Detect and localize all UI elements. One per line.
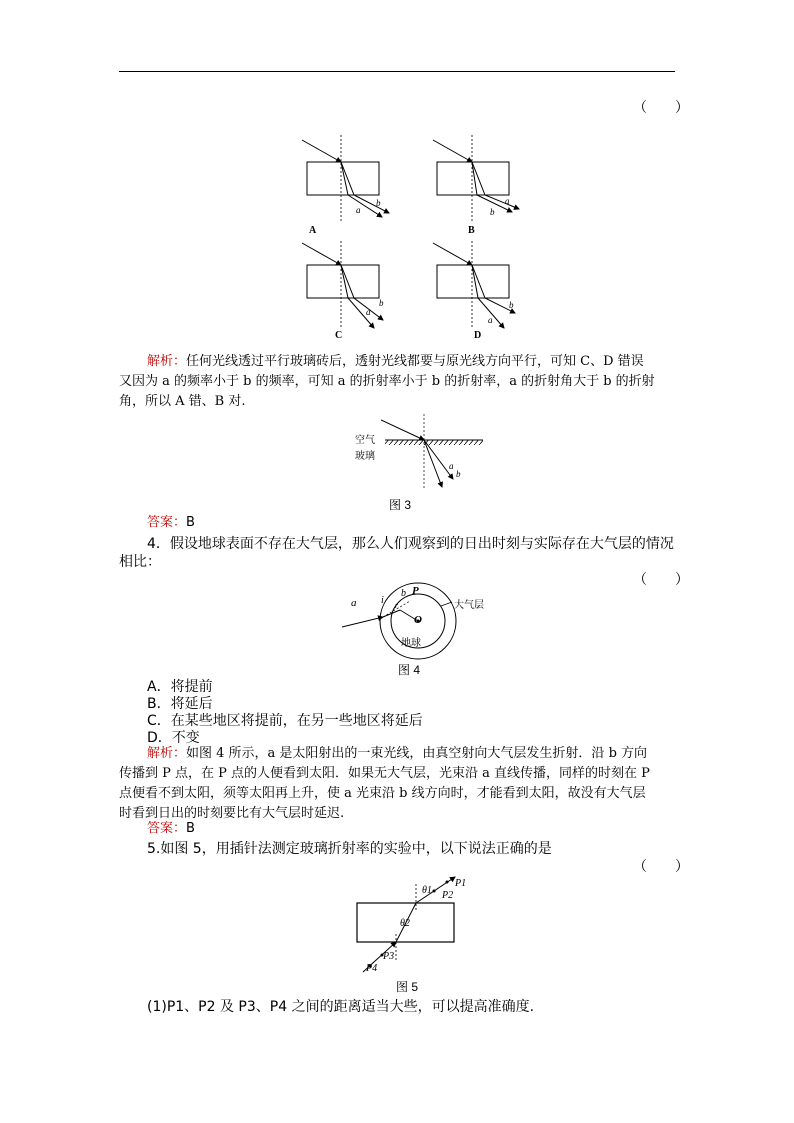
q3-analysis-line-3: 角，所以 A 错、B 对. xyxy=(119,394,246,409)
q4-analysis-line-3: 点便看不到太阳，须等太阳再上升，使 a 光束沿 b 线方向时，才能看到太阳，故没有大气层 xyxy=(119,786,646,801)
q3-analysis xyxy=(147,352,675,372)
fig4-b-label: b xyxy=(401,588,406,599)
fig3-air-label: 空气 xyxy=(355,435,375,446)
fig4-caption: 图 4 xyxy=(398,663,421,677)
q5-answer-bracket: （ ） xyxy=(633,859,689,875)
q4-analysis-line-1 xyxy=(147,744,647,764)
fig3-glass-label: 玻璃 xyxy=(355,451,375,462)
fig5-theta2-label: θ2 xyxy=(400,918,410,929)
q3-answer-label: 答案： xyxy=(147,515,187,530)
svg-text:b: b xyxy=(376,198,381,208)
fig5-p1-label: P1 xyxy=(455,878,467,889)
q3-analysis-line-2: 又因为 a 的频率小于 b 的频率，可知 a 的折射率小于 b 的折射率，a 的折射角大于 b 的折射 xyxy=(119,374,655,389)
q4-stem-line-2: 相比： xyxy=(119,554,161,570)
fig3-caption: 图 3 xyxy=(389,498,412,512)
svg-text:b: b xyxy=(456,469,461,479)
q3-analysis-label: 解析： xyxy=(147,354,187,369)
q4-answer-label: 答案： xyxy=(147,821,187,836)
svg-text:a: a xyxy=(356,205,361,215)
q5-stem: 5.如图 5，用插针法测定玻璃折射率的实验中，以下说法正确的是 xyxy=(147,841,552,857)
q4-option-d: D．不变 xyxy=(147,730,200,746)
q3-analysis-line-1: 任何光线透过平行玻璃砖后，透射光线都要与原光线方向平行，可知 C、D 错误 xyxy=(186,354,644,369)
figure-c xyxy=(302,241,384,328)
q4-option-b: B．将延后 xyxy=(147,696,213,712)
svg-text:b: b xyxy=(509,300,514,310)
fig4-atmosphere-label: 大气层 xyxy=(454,600,484,611)
answer-bracket: （ ） xyxy=(633,100,689,116)
svg-text:b: b xyxy=(379,298,384,308)
fig5-p3-label: P3 xyxy=(383,951,395,962)
figure-options-abcd xyxy=(290,130,530,340)
q4-answer-value: B xyxy=(186,821,195,836)
svg-text:a: a xyxy=(505,196,510,206)
fig4-i-label: i xyxy=(381,595,384,606)
fig5-p4-label: P4 xyxy=(366,963,378,974)
svg-text:a: a xyxy=(488,315,493,325)
svg-text:a: a xyxy=(449,461,454,471)
q4-answer xyxy=(147,820,195,838)
q4-option-a: A．将提前 xyxy=(147,679,213,695)
fig4-r-label: r xyxy=(395,601,399,610)
q4-stem-line-1: 4．假设地球表面不存在大气层，那么人们观察到的日出时刻与实际存在大气层的情况 xyxy=(147,536,674,552)
q3-answer xyxy=(147,514,195,532)
q4-analysis-line-2: 传播到 P 点，在 P 点的人便看到太阳．如果无大气层，光束沿 a 直线传播，同样的时刻在 P xyxy=(119,766,650,781)
figure-b xyxy=(433,135,519,222)
figure-d xyxy=(433,241,515,328)
svg-text:a: a xyxy=(366,307,371,317)
figure-a xyxy=(302,135,389,222)
q4-analysis-label: 解析： xyxy=(147,746,187,761)
figure-b-label: B xyxy=(468,225,475,236)
q4-option-c: C．在某些地区将提前，在另一些地区将延后 xyxy=(147,713,423,729)
q3-answer-value: B xyxy=(186,515,195,530)
fig5-p2-label: P2 xyxy=(442,890,454,901)
svg-text:b: b xyxy=(490,207,495,217)
q4-analysis-text-1: 如图 4 所示，a 是太阳射出的一束光线，由真空射向大气层发生折射．沿 b 方向 xyxy=(186,746,648,761)
fig4-earth-label: 地球 xyxy=(401,638,421,649)
fig4-o-label: O xyxy=(414,614,422,626)
figure-c-label: C xyxy=(335,330,343,341)
fig4-p-label: P xyxy=(412,585,419,597)
header-rule xyxy=(119,71,675,72)
fig4-a-label: a xyxy=(351,597,357,609)
q5-item-1: (1)P1、P2 及 P3、P4 之间的距离适当大些，可以提高准确度. xyxy=(147,999,535,1015)
figure-d-label: D xyxy=(474,330,482,341)
q4-answer-bracket: （ ） xyxy=(633,572,689,588)
fig5-theta1-label: θ1 xyxy=(422,885,432,896)
q4-analysis-line-4: 时看到日出的时刻要比有大气层时延迟. xyxy=(119,806,345,821)
figure-a-label: A xyxy=(309,225,317,236)
fig5-caption: 图 5 xyxy=(396,980,419,994)
